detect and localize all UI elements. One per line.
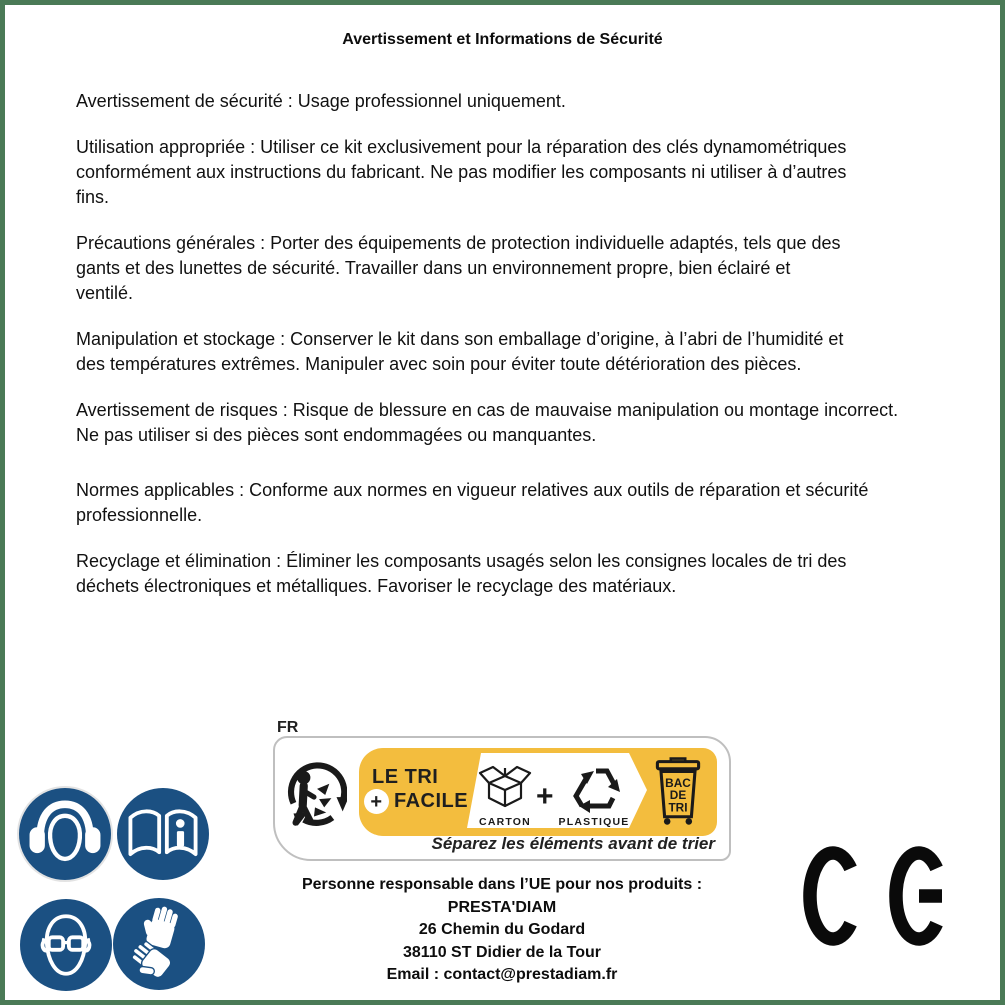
bin-text-tri: TRI <box>668 800 688 815</box>
open-book-pictogram <box>117 788 209 880</box>
paragraph-recycling-disposal: Recyclage et élimination : Éliminer les composants usagés selon les consignes locales de tri des déchets électroniques et métalliques. Favoriser le recyclage des matériaux. <box>76 551 847 596</box>
read-instruction-manual-icon <box>117 788 209 880</box>
facile-text: FACILE <box>394 790 469 812</box>
paragraph-general-precautions: Précautions générales : Porter des équipements de protection individuelle adaptés, tels que des gants et des lunettes de sécurité. Travailler dans un environnement propre, bien éclairé et ventilé. <box>76 233 841 303</box>
carton-label: CARTON <box>479 816 531 828</box>
sorting-instruction-text: Séparez les éléments avant de trier <box>431 834 715 853</box>
bin-text-de: DE <box>669 788 687 803</box>
paragraph-safety-warning: Avertissement de sécurité : Usage professionnel uniquement. <box>76 91 566 111</box>
gloves-pictogram <box>113 898 205 990</box>
wear-ear-protection-icon <box>19 788 111 880</box>
info-tri-sorting-label <box>273 719 731 861</box>
plastic-recycle-icon <box>567 759 621 815</box>
triman-recycling-icon <box>283 750 347 836</box>
paragraph-intended-use: Utilisation appropriée : Utiliser ce kit exclusivement pour la réparation des clés dynamométriques conformément aux instructions du fabricant. Ne pas modifier les composants ni utiliser à d’autres fins. <box>76 137 847 207</box>
facile-row <box>364 789 468 814</box>
paragraph-handling-storage: Manipulation et stockage : Conserver le kit dans son emballage d’origine, à l’abri de l’humidité et des températures extrêmes. Manipuler avec soin pour éviter toute détérioration des pièces. <box>76 329 844 374</box>
carton-box-icon <box>478 759 532 815</box>
wear-protective-gloves-icon <box>113 898 205 990</box>
wear-eye-protection-icon <box>20 899 112 991</box>
page-title: Avertissement et Informations de Sécurité <box>342 31 663 48</box>
safety-text-body <box>5 89 1000 599</box>
ce-marking-icon <box>802 846 947 946</box>
safety-goggles-pictogram <box>20 899 112 991</box>
bin-text-bac: BAC <box>665 775 691 790</box>
paragraph-risk-warning: Avertissement de risques : Risque de blessure en cas de mauvaise manipulation ou montage incorrect. Ne pas utiliser si des pièces sont endommagées ou manquantes. <box>76 400 899 445</box>
plus-separator: + <box>536 780 554 813</box>
le-tri-text: LE TRI <box>372 766 439 788</box>
eu-responsible-person-block: Personne responsable dans l’UE pour nos produits : PRESTA'DIAM 26 Chemin du Godard 38110 ST Didier de la Tour Email : contact@prestadiam.fr <box>301 876 703 983</box>
plus-circle-icon: + <box>364 789 389 814</box>
ear-muffs-pictogram <box>19 788 111 880</box>
paragraph-applicable-standards: Normes applicables : Conforme aux normes en vigueur relatives aux outils de réparation et sécurité professionnelle. <box>76 480 869 525</box>
country-code-label: FR <box>277 719 299 736</box>
sorting-bin-icon <box>655 757 701 825</box>
plastique-label: PLASTIQUE <box>558 816 630 828</box>
